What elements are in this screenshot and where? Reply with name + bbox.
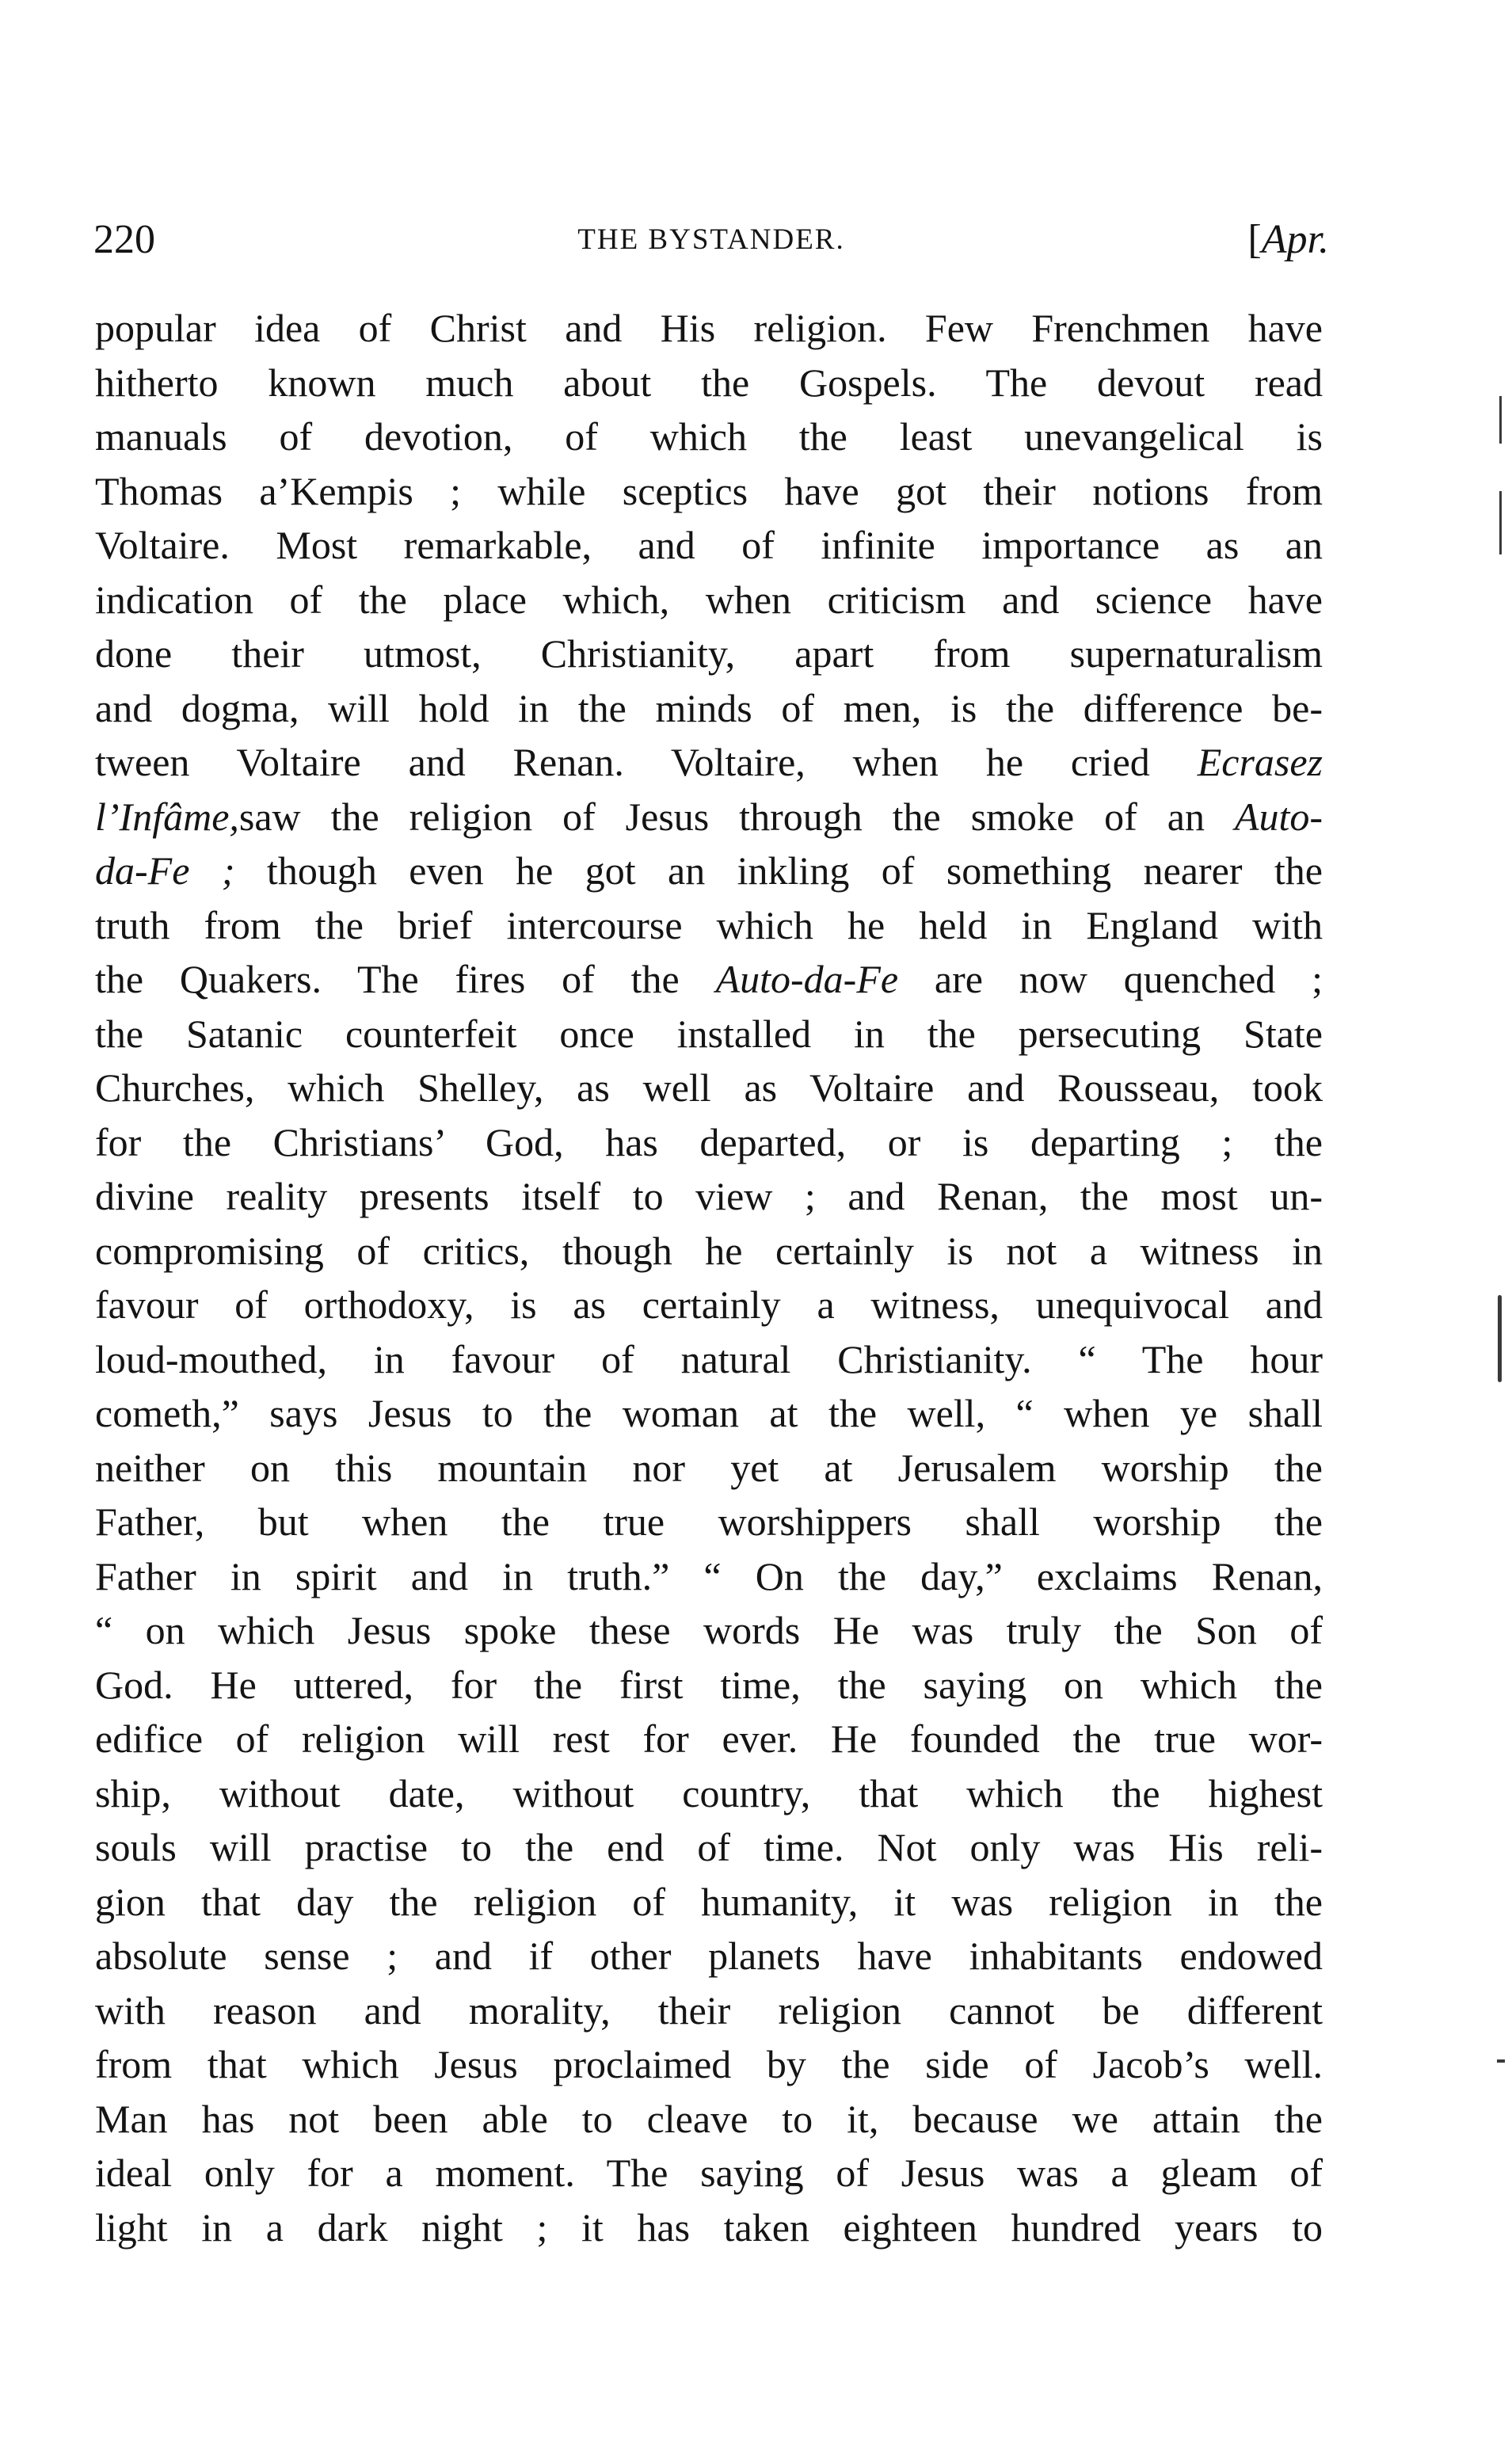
text-line: gion that day the religion of humanity, it was religion in the bbox=[95, 1879, 1323, 1924]
body-text bbox=[95, 301, 1323, 2254]
italic-phrase: Ecrasez bbox=[1197, 740, 1323, 784]
text-line: ship, without date, without country, that which the highest bbox=[95, 1770, 1323, 1815]
text-segment: the Quakers. The fires of the bbox=[95, 957, 680, 1001]
text-line: with reason and morality, their religion cannot be different bbox=[95, 1987, 1323, 2033]
text-line: Man has not been able to cleave to it, because we attain the bbox=[95, 2096, 1323, 2141]
italic-phrase: da-Fe ; bbox=[95, 848, 235, 893]
text-line bbox=[95, 735, 1323, 790]
text-line: Father, but when the true worshippers shall worship the bbox=[95, 1499, 1323, 1544]
scan-margin-mark bbox=[1499, 491, 1502, 554]
text-line: the Satanic counterfeit once installed in the persecuting State bbox=[95, 1011, 1323, 1056]
text-line: loud-mouthed, in favour of natural Christianity. “ The hour bbox=[95, 1336, 1323, 1381]
text-line: done their utmost, Christianity, apart from supernaturalism bbox=[95, 631, 1323, 676]
text-line: for the Christians’ God, has departed, or is departing ; the bbox=[95, 1119, 1323, 1164]
text-segment: tween Voltaire and Renan. Voltaire, when he cried bbox=[95, 740, 1150, 784]
text-line: popular idea of Christ and His religion. Few Frenchmen have bbox=[95, 306, 1323, 350]
italic-phrase: l’Infâme, bbox=[95, 794, 239, 839]
text-segment: saw the religion of Jesus through the smoke of an bbox=[238, 794, 1205, 839]
text-line: cometh,” says Jesus to the woman at the well, “ when ye shall bbox=[95, 1391, 1323, 1435]
text-line: neither on this mountain nor yet at Jerusalem worship the bbox=[95, 1445, 1323, 1490]
date-abbrev: Apr. bbox=[1261, 217, 1329, 262]
scan-margin-mark bbox=[1497, 2059, 1505, 2063]
text-line: and dogma, will hold in the minds of men, is the difference be- bbox=[95, 685, 1323, 730]
text-line: Father in spirit and in truth.” “ On the day,” exclaims Renan, bbox=[95, 1553, 1323, 1598]
text-line bbox=[95, 844, 1323, 898]
text-line: manuals of devotion, of which the least unevangelical is bbox=[95, 414, 1323, 459]
running-head bbox=[93, 212, 1329, 268]
text-line: ideal only for a moment. The saying of Jesus was a gleam of bbox=[95, 2151, 1323, 2195]
text-line: favour of orthodoxy, is as certainly a witness, unequivocal and bbox=[95, 1282, 1323, 1327]
text-line bbox=[95, 952, 1323, 1007]
text-line: hitherto known much about the Gospels. The devout read bbox=[95, 360, 1323, 405]
running-date bbox=[1247, 212, 1329, 268]
text-line: compromising of critics, though he certainly is not a witness in bbox=[95, 1228, 1323, 1273]
text-segment: though even he got an inkling of something nearer the bbox=[266, 848, 1323, 893]
text-segment: are now quenched ; bbox=[934, 957, 1323, 1001]
scan-margin-mark bbox=[1498, 1295, 1502, 1382]
text-line: from that which Jesus proclaimed by the side of Jacob’s well. bbox=[95, 2042, 1323, 2086]
date-bracket: [ bbox=[1247, 217, 1262, 262]
text-line: “ on which Jesus spoke these words He was truly the Son of bbox=[95, 1608, 1323, 1652]
text-line: divine reality presents itself to view ; and Renan, the most un- bbox=[95, 1174, 1323, 1218]
scan-margin-mark bbox=[1499, 396, 1502, 444]
text-line: God. He uttered, for the first time, the saying on which the bbox=[95, 1662, 1323, 1707]
text-line: Churches, which Shelley, as well as Voltaire and Rousseau, took bbox=[95, 1065, 1323, 1110]
text-line: light in a dark night ; it has taken eighteen hundred years to bbox=[95, 2204, 1323, 2250]
text-line: indication of the place which, when criticism and science have bbox=[95, 577, 1323, 622]
page-number: 220 bbox=[93, 217, 155, 262]
running-title: THE BYSTANDER. bbox=[577, 223, 845, 256]
text-line bbox=[95, 790, 1323, 844]
text-line: absolute sense ; and if other planets have inhabitants endowed bbox=[95, 1934, 1323, 1978]
text-line: truth from the brief intercourse which he held in England with bbox=[95, 902, 1323, 947]
text-line: Thomas a’Kempis ; while sceptics have got their notions from bbox=[95, 468, 1323, 513]
italic-phrase: Auto-da-Fe bbox=[715, 957, 899, 1001]
text-line: souls will practise to the end of time. Not only was His reli- bbox=[95, 1825, 1323, 1869]
italic-phrase: Auto- bbox=[1234, 794, 1323, 839]
text-line: Voltaire. Most remarkable, and of infinite importance as an bbox=[95, 523, 1323, 567]
text-line: edifice of religion will rest for ever. He founded the true wor- bbox=[95, 1716, 1323, 1761]
